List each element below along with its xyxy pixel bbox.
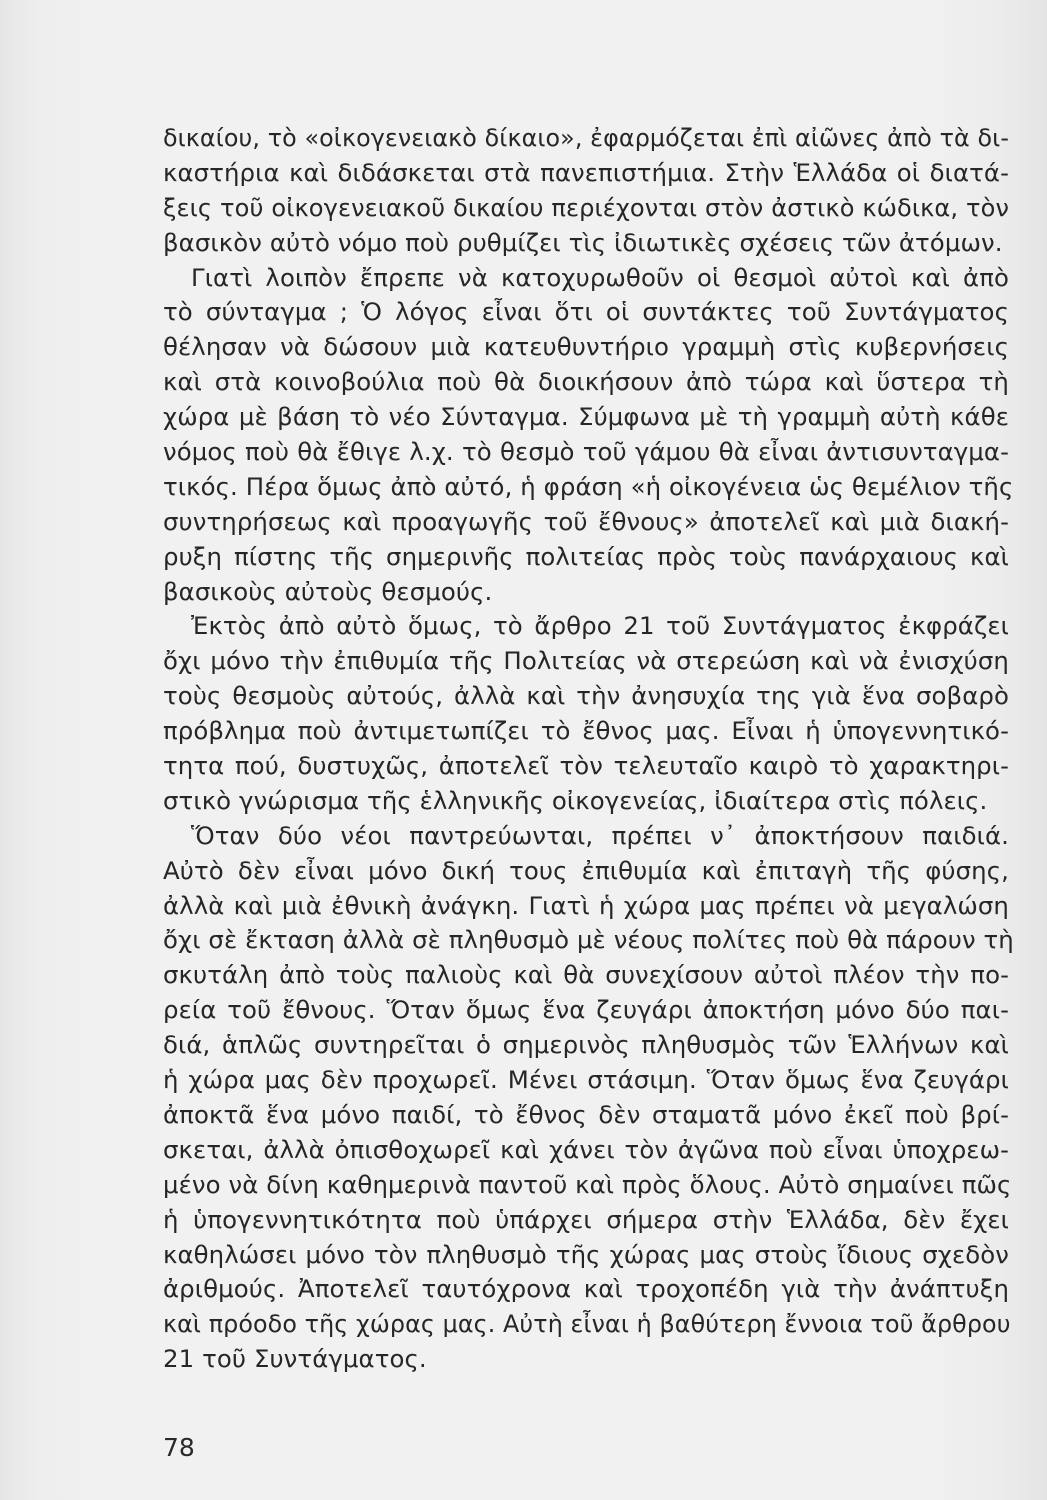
text-line: Αὐτὸ δὲν εἶναι μόνο δική τους ἐπιθυμία καὶ ἐπιταγὴ τῆς φύσης, [163,855,1009,885]
text-line: σκεται, ἀλλὰ ὀπισθοχωρεῖ καὶ χάνει τὸν ἀγῶνα ποὺ εἶναι ὑποχρεω- [163,1134,1009,1164]
text-line: μένο νὰ δίνη καθημερινὰ παντοῦ καὶ πρὸς ὅλους. Αὐτὸ σημαίνει πῶς [163,1169,1012,1199]
text-line: Ὅταν δύο νέοι παντρεύωνται, πρέπει ν᾽ ἀποκτήσουν παιδιά. [191,820,1009,850]
text-line: ὄχι μόνο τὴν ἐπιθυμία τῆς Πολιτείας νὰ στερεώση καὶ νὰ ἐνισχύση [163,646,1009,676]
text-line: τὸ σύνταγμα ; Ὁ λόγος εἶναι ὅτι οἱ συντάκτες τοῦ Συντάγματος [163,297,1009,327]
text-line: καστήρια καὶ διδάσκεται στὰ πανεπιστήμια. Στὴν Ἑλλάδα οἱ διατά- [163,157,1009,187]
text-line: νόμος ποὺ θὰ ἔθιγε λ.χ. τὸ θεσμὸ τοῦ γάμου θὰ εἶναι ἀντισυνταγμα- [163,437,1009,467]
page-number: 78 [163,1433,195,1462]
text-line: βασικὸν αὐτὸ νόμο ποὺ ρυθμίζει τὶς ἰδιωτικὲς σχέσεις τῶν ἀτόμων. [163,227,1003,257]
text-line: τητα πού, δυστυχῶς, ἀποτελεῖ τὸν τελευταῖο καιρὸ τὸ χαρακτηρι- [163,751,1009,781]
text-line: θέλησαν νὰ δώσουν μιὰ κατευθυντήριο γραμμὴ στὶς κυβερνήσεις [163,332,1009,362]
text-line: στικὸ γνώρισμα τῆς ἑλληνικῆς οἰκογενείας, ἰδιαίτερα στὶς πόλεις. [163,785,988,815]
text-line: καὶ πρόοδο τῆς χώρας μας. Αὐτὴ εἶναι ἡ βαθύτερη ἔννοια τοῦ ἄρθρου [163,1310,1011,1339]
text-line: διά, ἁπλῶς συντηρεῖται ὁ σημερινὸς πληθυσμὸς τῶν Ἑλλήνων καὶ [163,1030,1009,1060]
text-line: ἡ ὑπογεννητικότητα ποὺ ὑπάρχει σήμερα στὴν Ἑλλάδα, δὲν ἔχει [163,1204,1009,1234]
text-line: καθηλώσει μόνο τὸν πληθυσμὸ τῆς χώρας μας στοὺς ἴδιους σχεδὸν [163,1239,1009,1269]
text-line: τικός. Πέρα ὅμως ἀπὸ αὐτό, ἡ φράση «ἡ οἰκογένεια ὡς θεμέλιον τῆς [163,471,1014,501]
text-line: καὶ στὰ κοινοβούλια ποὺ θὰ διοικήσουν ἀπὸ τώρα καὶ ὕστερα τὴ [163,367,1009,397]
text-line: Ἐκτὸς ἀπὸ αὐτὸ ὅμως, τὸ ἄρθρο 21 τοῦ Συντάγματος ἐκφράζει [191,611,1009,641]
text-line: πρόβλημα ποὺ ἀντιμετωπίζει τὸ ἔθνος μας. Εἶναι ἡ ὑπογεννητικό- [163,716,1009,746]
text-line: χώρα μὲ βάση τὸ νέο Σύνταγμα. Σύμφωνα μὲ τὴ γραμμὴ αὐτὴ κάθε [163,402,1009,432]
text-line: ξεις τοῦ οἰκογενειακοῦ δικαίου περιέχονται στὸν ἀστικὸ κώδικα, τὸν [163,193,1009,222]
text-line: ρεία τοῦ ἔθνους. Ὅταν ὅμως ἕνα ζευγάρι ἀποκτήση μόνο δύο παι- [163,995,1009,1025]
text-line: συντηρήσεως καὶ προαγωγῆς τοῦ ἔθνους» ἀποτελεῖ καὶ μιὰ διακή- [163,506,1009,536]
text-line: βασικοὺς αὐτοὺς θεσμούς. [163,576,493,606]
body-text [163,121,1014,1377]
text-line: ὄχι σὲ ἔκταση ἀλλὰ σὲ πληθυσμὸ μὲ νέους πολίτες ποὺ θὰ πάρουν τὴ [163,925,1014,955]
text-line: δικαίου, τὸ «οἰκογενειακὸ δίκαιο», ἐφαρμόζεται ἐπὶ αἰῶνες ἀπὸ τὰ δι- [163,124,1010,152]
text-line: σκυτάλη ἀπὸ τοὺς παλιοὺς καὶ θὰ συνεχίσουν αὐτοὶ πλέον τὴν πο- [163,960,1009,990]
text-line: τοὺς θεσμοὺς αὐτούς, ἀλλὰ καὶ τὴν ἀνησυχία της γιὰ ἕνα σοβαρὸ [163,681,1009,711]
text-line: Γιατὶ λοιπὸν ἔπρεπε νὰ κατοχυρωθοῦν οἱ θεσμοὶ αὐτοὶ καὶ ἀπὸ [191,262,1009,292]
text-line: ἀλλὰ καὶ μιὰ ἐθνικὴ ἀνάγκη. Γιατὶ ἡ χώρα μας πρέπει νὰ μεγαλώση [163,890,1009,920]
text-line: ἡ χώρα μας δὲν προχωρεῖ. Μένει στάσιμη. Ὅταν ὅμως ἕνα ζευγάρι [163,1065,1009,1095]
text-line: ἀριθμούς. Ἀποτελεῖ ταυτόχρονα καὶ τροχοπέδη γιὰ τὴν ἀνάπτυξη [163,1274,1009,1304]
text-line: 21 τοῦ Συντάγματος. [163,1344,427,1374]
text-line: ρυξη πίστης τῆς σημερινῆς πολιτείας πρὸς τοὺς πανάρχαιους καὶ [163,541,1009,571]
text-line: ἀποκτᾶ ἕνα μόνο παιδί, τὸ ἔθνος δὲν σταματᾶ μόνο ἐκεῖ ποὺ βρί- [163,1099,1009,1129]
